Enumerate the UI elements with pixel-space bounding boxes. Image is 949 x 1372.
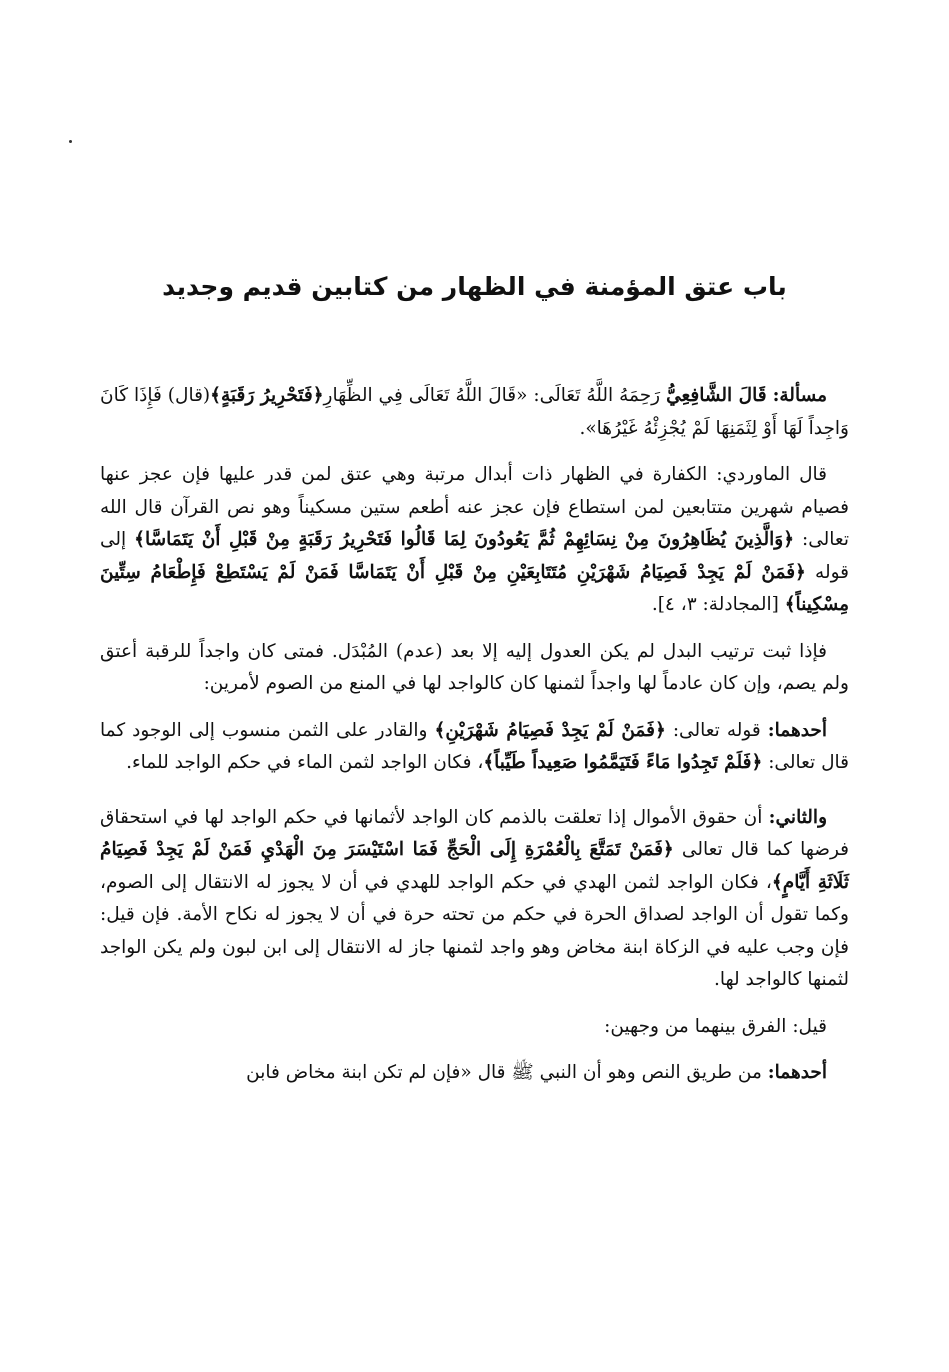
text-run: (قال) فَإِذَا كَانَ وَاجِداً لَهَا أَوْ لِثَمَنِهَا لَمْ يُجْزِئْهُ غَيْرُهَا». [100,385,849,439]
text-run: إلى قوله [100,529,850,583]
quran-verse: ﴿فَمَنْ لَمْ يَجِدْ فَصِيَامُ شَهْرَيْنِ﴾ [434,719,666,741]
paragraph-lead: أحدهما: [767,719,827,741]
text-run: [المجادلة: ٣، ٤]. [651,594,785,615]
text-run: قوله تعالى: [665,719,768,741]
text-run: من طريق النص وهو أن النبي ﷺ قال «فإن لم تكن ابنة مخاض فابن [246,1062,768,1083]
text-run: والقادر على الثمن منسوب إلى الوجود كما قال تعالى: [100,719,849,773]
page-body [100,380,849,1104]
text-run: قال الماوردي: الكفارة في الظهار ذات أبدال مرتبة وهي عتق لمن قدر عليها فإن عجز عنها فصيام شهرين متتابعين لمن استطاع فإن عجز عنه أطعم ستين مسكيناً وهو نص القرآن قال الله تعالى: [100,464,849,550]
paragraph [100,459,849,622]
text-run: رَحِمَهُ اللَّهُ تَعَالَى: «قَالَ اللَّهُ تَعَالَى فِي الظِّهَارِ [323,385,667,406]
paragraph [100,380,849,445]
paragraph [100,1057,849,1090]
quran-verse: قَالَ الشَّافِعِيُّ [666,385,767,406]
text-run: ، فكان الواجد لثمن الماء في حكم الواجد للماء. [126,752,484,773]
paragraph-lead: أحدهما: [767,1062,827,1083]
chapter-heading: باب عتق المؤمنة في الظهار من كتابين قديم وجديد [162,271,787,301]
paragraph-lead: مسألة: [772,385,827,406]
scan-speck [69,140,72,143]
quran-verse: ﴿فَتَحْرِيرُ رَقَبَةٍ﴾ [210,385,324,406]
quran-verse: ﴿فَمَنْ تَمَتَّعَ بِالْعُمْرَةِ إِلَى الْحَجِّ فَمَا اسْتَيْسَرَ مِنَ الْهَدْيِ فَمَنْ لَمْ يَجِدْ فَصِيَامُ ثَلَاثَةِ أَيَّامٍ﴾ [100,839,849,893]
paragraph [100,1011,849,1044]
paragraph [100,802,849,997]
quran-verse: ﴿وَالَّذِينَ يُظَاهِرُونَ مِنْ نِسَائِهِمْ ثُمَّ يَعُودُونَ لِمَا قَالُوا فَتَحْرِيرُ رَقَبَةٍ مِنْ قَبْلِ أَنْ يَتَمَاسَّا﴾ [134,529,795,550]
text-run: فإذا ثبت ترتيب البدل لم يكن العدول إليه إلا بعد (عدم) المُبْدَل. فمتى كان واجداً للرقبة أعتق ولم يصم، وإن كان عادماً لها واجداً لثمنها كان كالواجد لها في المنع من الصوم لأمرين: [100,640,849,694]
quran-verse: ﴿فَلَمْ تَجِدُوا مَاءً فَتَيَمَّمُوا صَعِيداً طَيِّباً﴾ [483,752,763,773]
text-run: أن حقوق الأموال إذا تعلقت بالذمم كان الواجد لأثمانها في حكم الواجد لها في استحقاق فرضها كما قال تعالى [100,806,850,860]
paragraph-lead: والثاني: [768,806,827,828]
text-run: قيل: الفرق بينهما من وجهين: [604,1015,827,1037]
paragraph [100,715,849,780]
quran-verse: ﴿فَمَنْ لَمْ يَجِدْ فَصِيَامُ شَهْرَيْنِ مُتَتَابِعَيْنِ مِنْ قَبْلِ أَنْ يَتَمَاسَّا فَمَنْ لَمْ يَسْتَطِعْ فَإِطْعَامُ سِتِّينَ مِسْكِيناً﴾ [100,561,849,615]
text-run: ، فكان الواجد لثمن الهدي في حكم الواجد للهدي في أن لا يجوز له الانتقال إلى الصوم، وكما تقول أن الواجد لصداق الحرة في حكم من تحته حرة في أن لا يجوز له نكاح الأمة. فإن قيل: فإن وجب عليه في الزكاة ابنة مخاض وهو واجد لثمنها جاز له الانتقال إلى ابن لبون ولم يكن الواجد لثمنها كالواجد لها. [100,871,849,990]
paragraph [100,636,849,701]
